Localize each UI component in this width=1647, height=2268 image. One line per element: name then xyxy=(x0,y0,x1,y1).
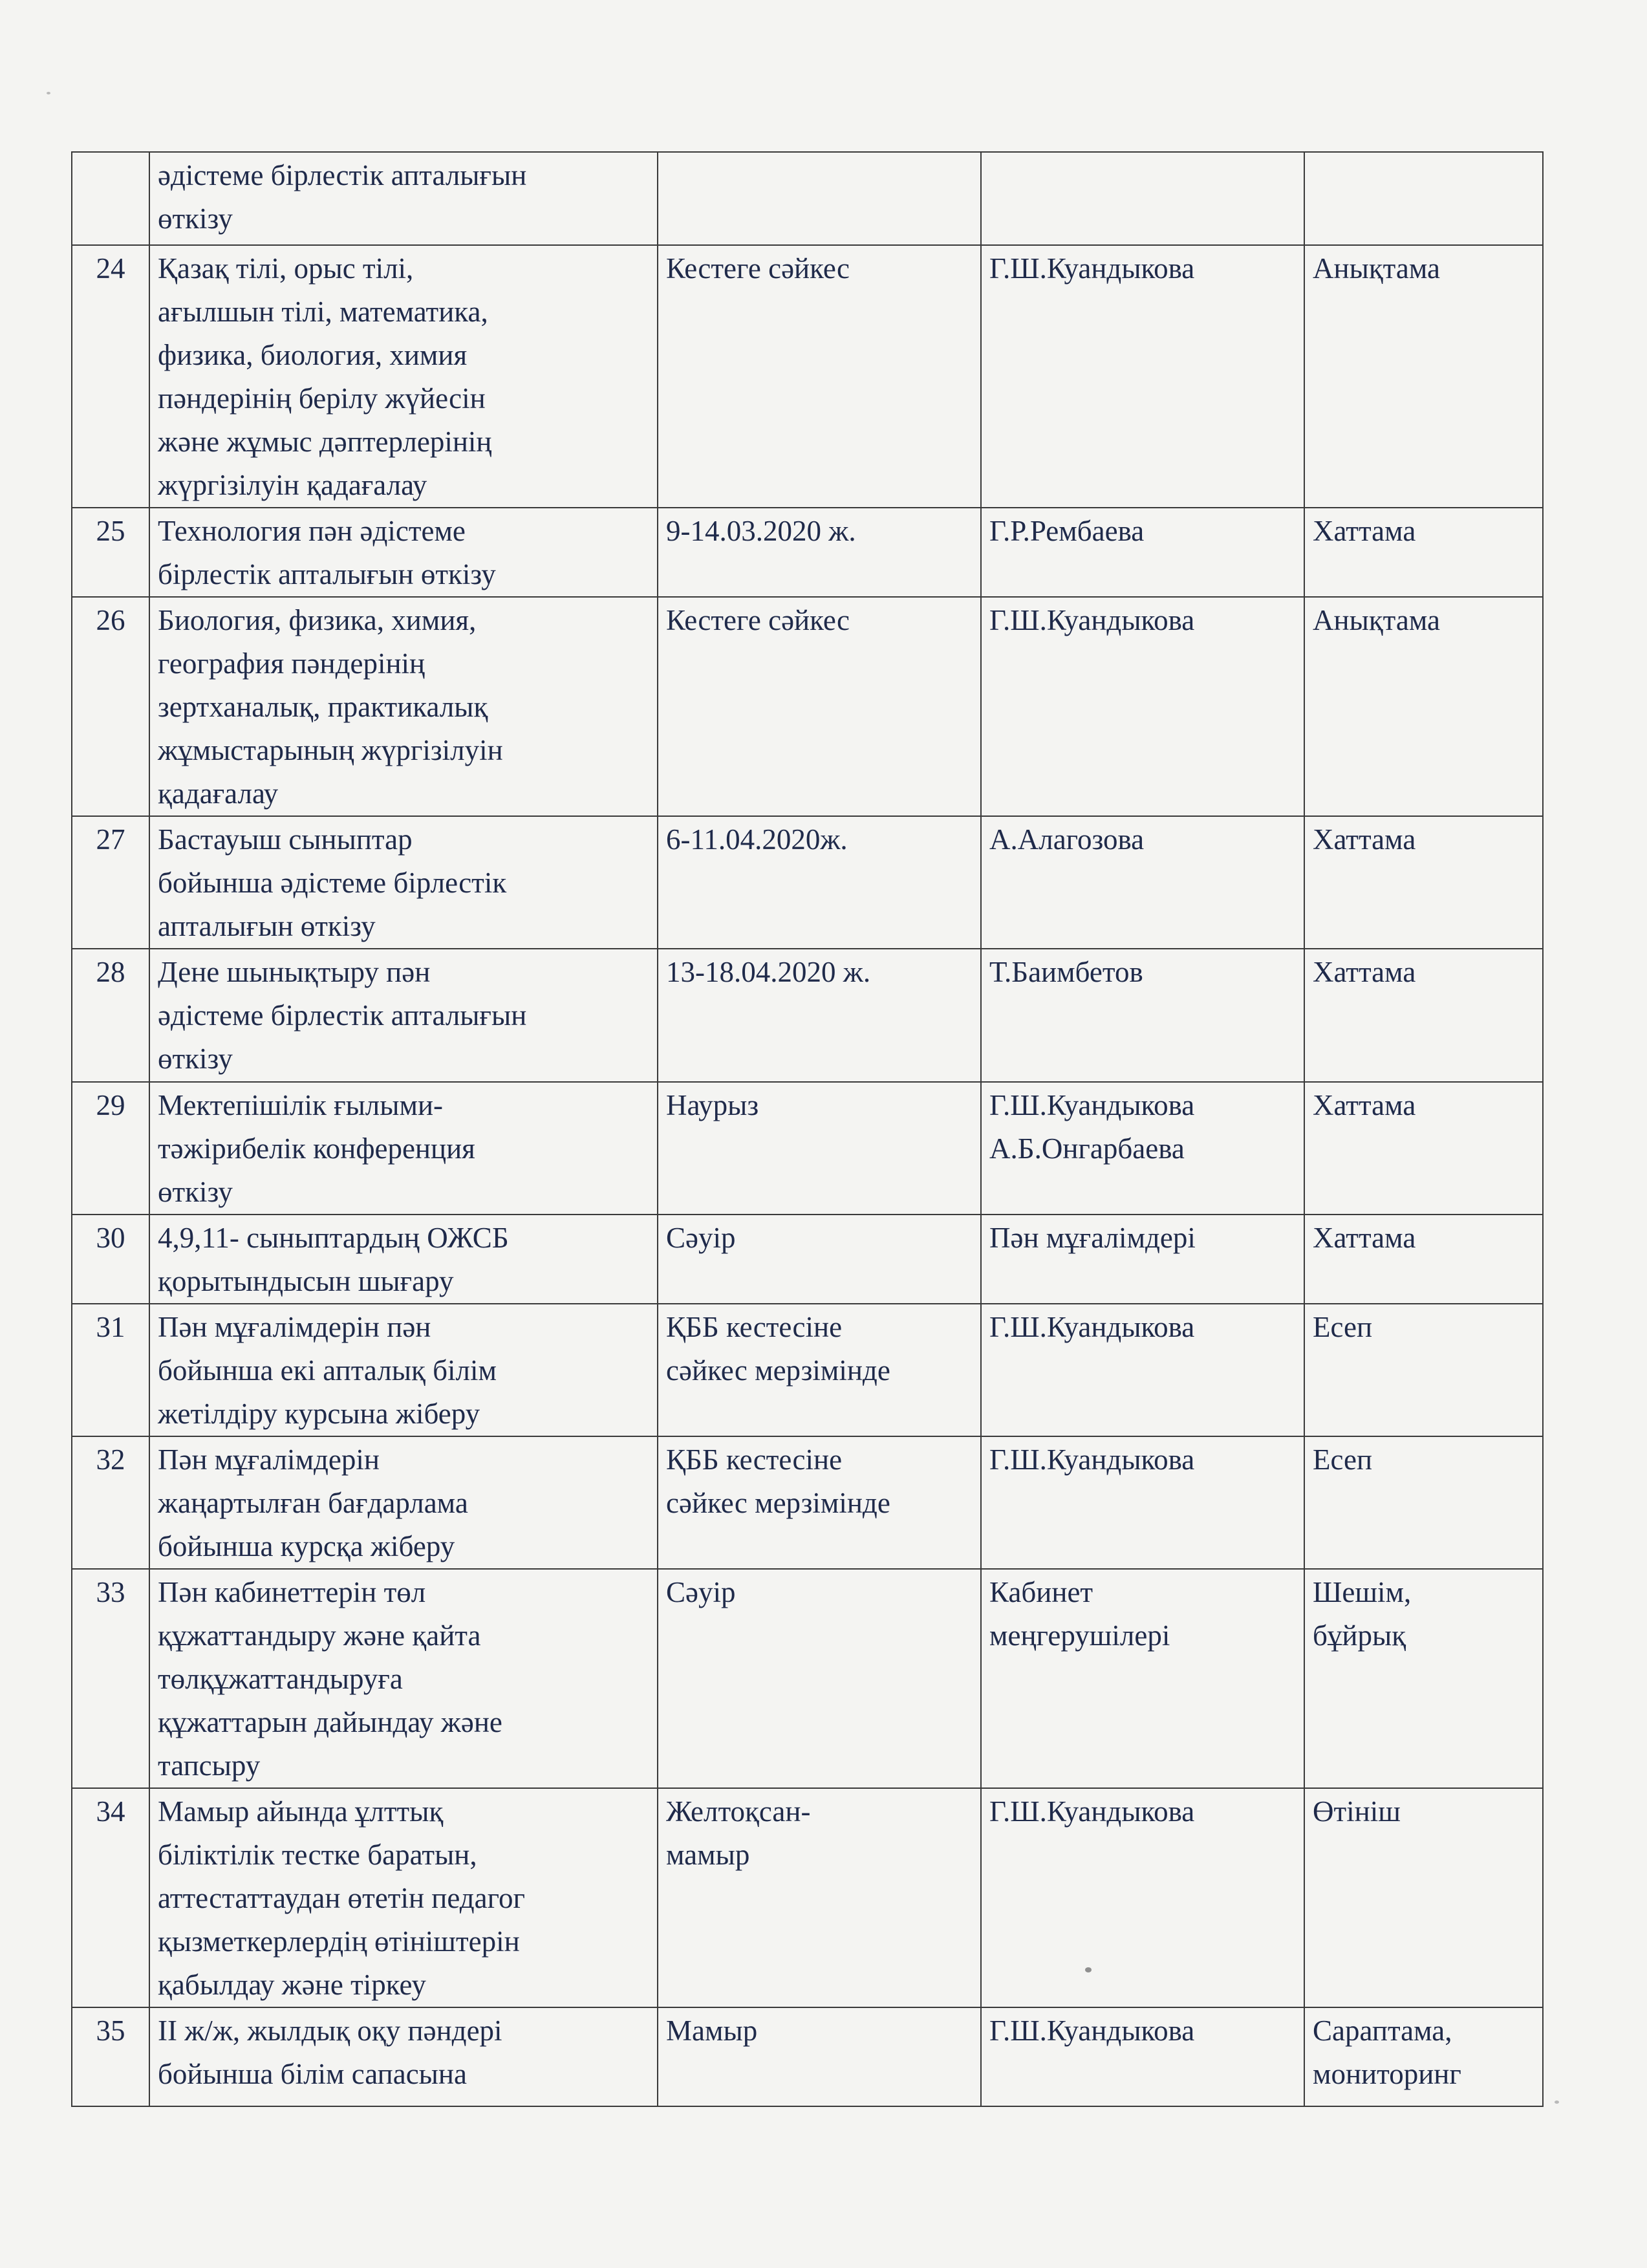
responsible-cell: Г.Ш.Куандыкова А.Б.Онгарбаева xyxy=(981,1082,1304,1215)
term-cell: Сәуір xyxy=(658,1215,981,1304)
task-cell: ІІ ж/ж, жылдық оқу пәндері бойынша білім сапасына xyxy=(149,2007,658,2106)
row-number: 33 xyxy=(72,1569,149,1788)
task-cell: Қазақ тілі, орыс тілі, ағылшын тілі, математика, физика, биология, химия пәндерінің берілу жүйесін және жұмыс дәптерлерінің жүргізілуін қадағалау xyxy=(149,245,658,508)
result-cell: Анықтама xyxy=(1304,245,1543,508)
responsible-cell: Г.Ш.Куандыкова xyxy=(981,1436,1304,1569)
task-cell: Биология, физика, химия, география пәндерінің зертханалық, практикалық жұмыстарының жүргізілуін қадағалау xyxy=(149,597,658,816)
result-cell: Хаттама xyxy=(1304,508,1543,597)
table-row xyxy=(72,1082,1543,1215)
scan-speck xyxy=(1555,2101,1559,2104)
result-cell: Сараптама, мониторинг xyxy=(1304,2007,1543,2106)
term-cell: Кестеге сәйкес xyxy=(658,245,981,508)
row-number xyxy=(72,152,149,245)
row-number: 32 xyxy=(72,1436,149,1569)
responsible-cell: Т.Баимбетов xyxy=(981,949,1304,1082)
term-cell xyxy=(658,152,981,245)
row-number: 34 xyxy=(72,1788,149,2007)
row-number: 25 xyxy=(72,508,149,597)
table-row xyxy=(72,508,1543,597)
result-cell: Есеп xyxy=(1304,1304,1543,1436)
table-row xyxy=(72,597,1543,816)
task-cell: Пән кабинеттерін төл құжаттандыру және қайта төлқұжаттандыруға құжаттарын дайындау және тапсыру xyxy=(149,1569,658,1788)
responsible-cell: Г.Ш.Куандыкова xyxy=(981,2007,1304,2106)
task-cell: 4,9,11- сыныптардың ОЖСБ қорытындысын шығару xyxy=(149,1215,658,1304)
table-row xyxy=(72,152,1543,245)
table-row xyxy=(72,1436,1543,1569)
responsible-cell: Г.Ш.Куандыкова xyxy=(981,245,1304,508)
result-cell: Хаттама xyxy=(1304,949,1543,1082)
row-number: 30 xyxy=(72,1215,149,1304)
task-cell: Бастауыш сыныптар бойынша әдістеме бірлестік апталығын өткізу xyxy=(149,816,658,949)
result-cell: Хаттама xyxy=(1304,816,1543,949)
responsible-cell: Г.Ш.Куандыкова xyxy=(981,597,1304,816)
task-cell: Пән мұғалімдерін пән бойынша екі апталық білім жетілдіру курсына жіберу xyxy=(149,1304,658,1436)
term-cell: Наурыз xyxy=(658,1082,981,1215)
task-cell: әдістеме бірлестік апталығын өткізу xyxy=(149,152,658,245)
responsible-cell: Г.Ш.Куандыкова xyxy=(981,1788,1304,2007)
row-number: 35 xyxy=(72,2007,149,2106)
result-cell: Өтініш xyxy=(1304,1788,1543,2007)
term-cell: ҚББ кестесіне сәйкес мерзімінде xyxy=(658,1304,981,1436)
result-cell: Хаттама xyxy=(1304,1082,1543,1215)
result-cell: Анықтама xyxy=(1304,597,1543,816)
term-cell: 6-11.04.2020ж. xyxy=(658,816,981,949)
table-row xyxy=(72,816,1543,949)
result-cell xyxy=(1304,152,1543,245)
task-cell: Мектепішілік ғылыми- тәжірибелік конференция өткізу xyxy=(149,1082,658,1215)
row-number: 27 xyxy=(72,816,149,949)
responsible-cell: Г.Р.Рембаева xyxy=(981,508,1304,597)
table-row xyxy=(72,2007,1543,2106)
row-number: 26 xyxy=(72,597,149,816)
term-cell: Желтоқсан- мамыр xyxy=(658,1788,981,2007)
table-row xyxy=(72,1304,1543,1436)
responsible-cell: Кабинет меңгерушілері xyxy=(981,1569,1304,1788)
row-number: 24 xyxy=(72,245,149,508)
scan-speck xyxy=(1085,1967,1092,1972)
term-cell: Мамыр xyxy=(658,2007,981,2106)
result-cell: Шешім, бұйрық xyxy=(1304,1569,1543,1788)
term-cell: ҚББ кестесіне сәйкес мерзімінде xyxy=(658,1436,981,1569)
responsible-cell: А.Алагозова xyxy=(981,816,1304,949)
responsible-cell: Г.Ш.Куандыкова xyxy=(981,1304,1304,1436)
task-cell: Мамыр айында ұлттық біліктілік тестке баратын, аттестаттаудан өтетін педагог қызметкерлердің өтініштерін қабылдау және тіркеу xyxy=(149,1788,658,2007)
table-row xyxy=(72,1569,1543,1788)
task-cell: Дене шынықтыру пән әдістеме бірлестік апталығын өткізу xyxy=(149,949,658,1082)
row-number: 29 xyxy=(72,1082,149,1215)
row-number: 31 xyxy=(72,1304,149,1436)
result-cell: Хаттама xyxy=(1304,1215,1543,1304)
table-row xyxy=(72,1215,1543,1304)
term-cell: 13-18.04.2020 ж. xyxy=(658,949,981,1082)
term-cell: Кестеге сәйкес xyxy=(658,597,981,816)
task-cell: Технология пән әдістеме бірлестік апталығын өткізу xyxy=(149,508,658,597)
table-row xyxy=(72,949,1543,1082)
task-cell: Пән мұғалімдерін жаңартылған бағдарлама бойынша курсқа жіберу xyxy=(149,1436,658,1569)
term-cell: Сәуір xyxy=(658,1569,981,1788)
scan-speck xyxy=(47,92,50,94)
term-cell: 9-14.03.2020 ж. xyxy=(658,508,981,597)
responsible-cell: Пән мұғалімдері xyxy=(981,1215,1304,1304)
result-cell: Есеп xyxy=(1304,1436,1543,1569)
row-number: 28 xyxy=(72,949,149,1082)
work-plan-table xyxy=(71,151,1544,2107)
table-row xyxy=(72,1788,1543,2007)
table-row xyxy=(72,245,1543,508)
responsible-cell xyxy=(981,152,1304,245)
